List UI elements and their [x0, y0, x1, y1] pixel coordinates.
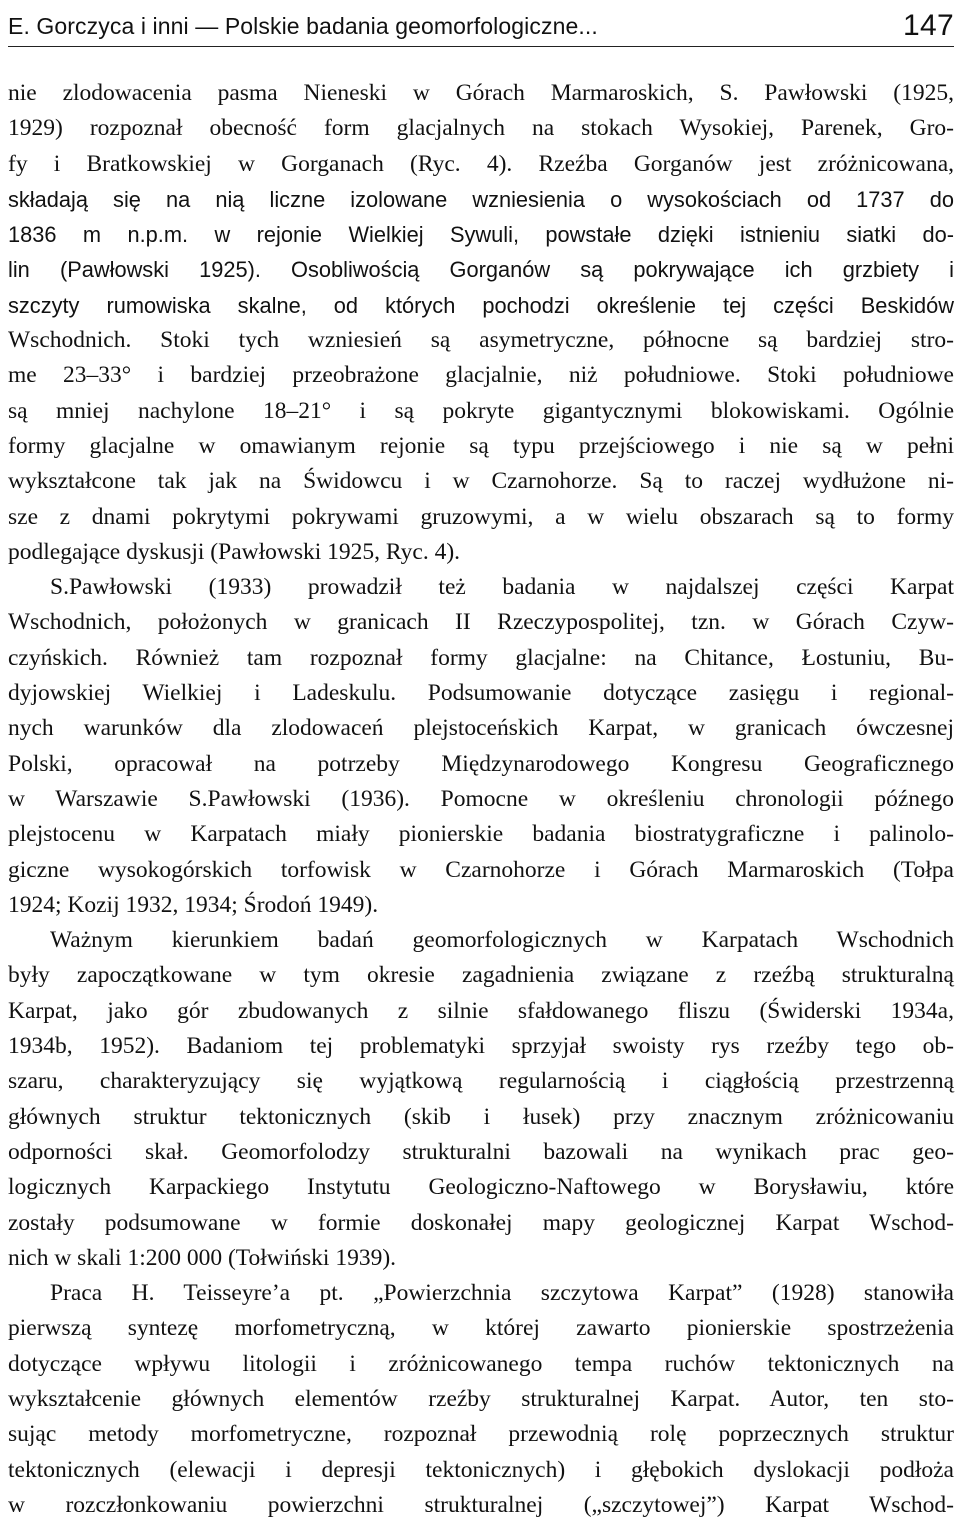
text-line: składają się na nią liczne izolowane wzniesienia o wysokościach od 1737 do	[8, 186, 954, 212]
text-line: dyjowskiej Wielkiej i Ladeskulu. Podsumowanie dotyczące zasięgu i regional-	[8, 680, 954, 707]
text-line: giczne wysokogórskich torfowisk w Czarnohorze i Górach Marmaroskich (Tołpa	[8, 856, 954, 883]
text-line: w Warszawie S.Pawłowski (1936). Pomocne w określeniu chronologii późnego	[8, 785, 954, 812]
text-line: 1924; Kozij 1932, 1934; Środoń 1949).	[8, 891, 379, 918]
text-line: szczyty rumowiska skalne, od których pochodzi określenie tej części Beskidów	[8, 292, 954, 318]
text-line: 1934b, 1952). Badaniom tej problematyki sprzyjał swoisty rys rzeźby tego ob-	[8, 1033, 954, 1060]
text-line: w rozczłonkowaniu powierzchni strukturalnej („szczytowej”) Karpat Wschod-	[8, 1491, 954, 1518]
text-line: szaru, charakteryzujący się wyjątkową regularnością i ciągłością przestrzenną	[8, 1068, 954, 1095]
text-line: 1836 m n.p.m. w rejonie Wielkiej Sywuli, powstałe dzięki istnieniu siatki do-	[8, 222, 954, 248]
text-line: sując metody morfometryczne, rozpoznał przewodnią rolę poprzecznych struktur	[8, 1421, 954, 1448]
text-line: podlegające dyskusji (Pawłowski 1925, Ryc. 4).	[8, 538, 461, 565]
text-line: Wschodnich, położonych w granicach II Rzeczypospolitej, tzn. w Górach Czyw-	[8, 609, 954, 636]
page-number: 147	[903, 9, 954, 42]
text-line: były zapoczątkowane w tym okresie zagadnienia związane z rzeźbą strukturalną	[8, 962, 954, 989]
text-line: dotyczące wpływu litologii i zróżnicowanego tempa ruchów tektonicznych na	[8, 1350, 954, 1377]
text-line: Wschodnich. Stoki tych wzniesień są asymetryczne, północne są bardziej stro-	[8, 327, 954, 354]
text-line: lin (Pawłowski 1925). Osobliwością Gorganów są pokrywające ich grzbiety i	[8, 257, 954, 283]
text-line: wykształcone tak jak na Świdowcu i w Czarnohorze. Są to raczej wydłużone ni-	[8, 468, 954, 495]
text-line: logicznych Karpackiego Instytutu Geologiczno-Naftowego w Borysławiu, które	[8, 1174, 954, 1201]
running-header	[8, 0, 954, 47]
text-line: 1929) rozpoznał obecność form glacjalnych na stokach Wysokiej, Parenek, Gro-	[8, 115, 954, 142]
text-line: czyńskich. Również tam rozpoznał formy glacjalne: na Chitance, Łostuniu, Bu-	[8, 644, 954, 671]
text-line: nych warunków dla zlodowaceń plejstoceńskich Karpat, w granicach ówczesnej	[8, 715, 954, 742]
text-line: fy i Bratkowskiej w Gorganach (Ryc. 4). Rzeźba Gorganów jest zróżnicowana,	[8, 150, 954, 177]
body-text	[8, 76, 954, 1523]
text-line: głównych struktur tektonicznych (skib i łusek) przy znacznym zróżnicowaniu	[8, 1103, 954, 1130]
text-line: Praca H. Teisseyre’a pt. „Powierzchnia szczytowa Karpat” (1928) stanowiła	[50, 1280, 954, 1307]
text-line: Karpat, jako gór zbudowanych z silnie sfałdowanego fliszu (Świderski 1934a,	[8, 997, 954, 1024]
text-line: sze z dnami pokrytymi pokrywami gruzowymi, a w wielu obszarach są to formy	[8, 503, 954, 530]
text-line: zostały podsumowane w formie doskonałej mapy geologicznej Karpat Wschod-	[8, 1209, 954, 1236]
text-line: Polski, opracował na potrzeby Międzynarodowego Kongresu Geograficznego	[8, 750, 954, 777]
text-line: me 23–33° i bardziej przeobrażone glacjalnie, niż południowe. Stoki południowe	[8, 362, 954, 389]
text-line: plejstocenu w Karpatach miały pionierskie badania biostratygraficzne i palinolo-	[8, 821, 954, 848]
text-line: nich w skali 1:200 000 (Tołwiński 1939).	[8, 1244, 397, 1271]
text-line: tektonicznych (elewacji i depresji tektonicznych) i głębokich dyslokacji podłoża	[8, 1456, 954, 1483]
text-line: formy glacjalne w omawianym rejonie są typu przejściowego i nie są w pełni	[8, 432, 954, 459]
text-line: są mniej nachylone 18–21° i są pokryte gigantycznymi blokowiskami. Ogólnie	[8, 397, 954, 424]
text-line: wykształcenie głównych elementów rzeźby strukturalnej Karpat. Autor, ten sto-	[8, 1385, 954, 1412]
running-header-title: E. Gorczyca i inni — Polskie badania geomorfologiczne...	[8, 13, 598, 39]
text-line: S.Pawłowski (1933) prowadził też badania w najdalszej części Karpat	[50, 574, 954, 601]
text-line: nie zlodowacenia pasma Nieneski w Górach Marmaroskich, S. Pawłowski (1925,	[8, 80, 954, 106]
text-line: odporności skał. Geomorfolodzy strukturalni bazowali na wynikach prac geo-	[8, 1138, 954, 1165]
text-line: pierwszą syntezę morfometryczną, w której zawarto pionierskie spostrzeżenia	[8, 1315, 954, 1342]
text-line: Ważnym kierunkiem badań geomorfologicznych w Karpatach Wschodnich	[50, 927, 954, 954]
